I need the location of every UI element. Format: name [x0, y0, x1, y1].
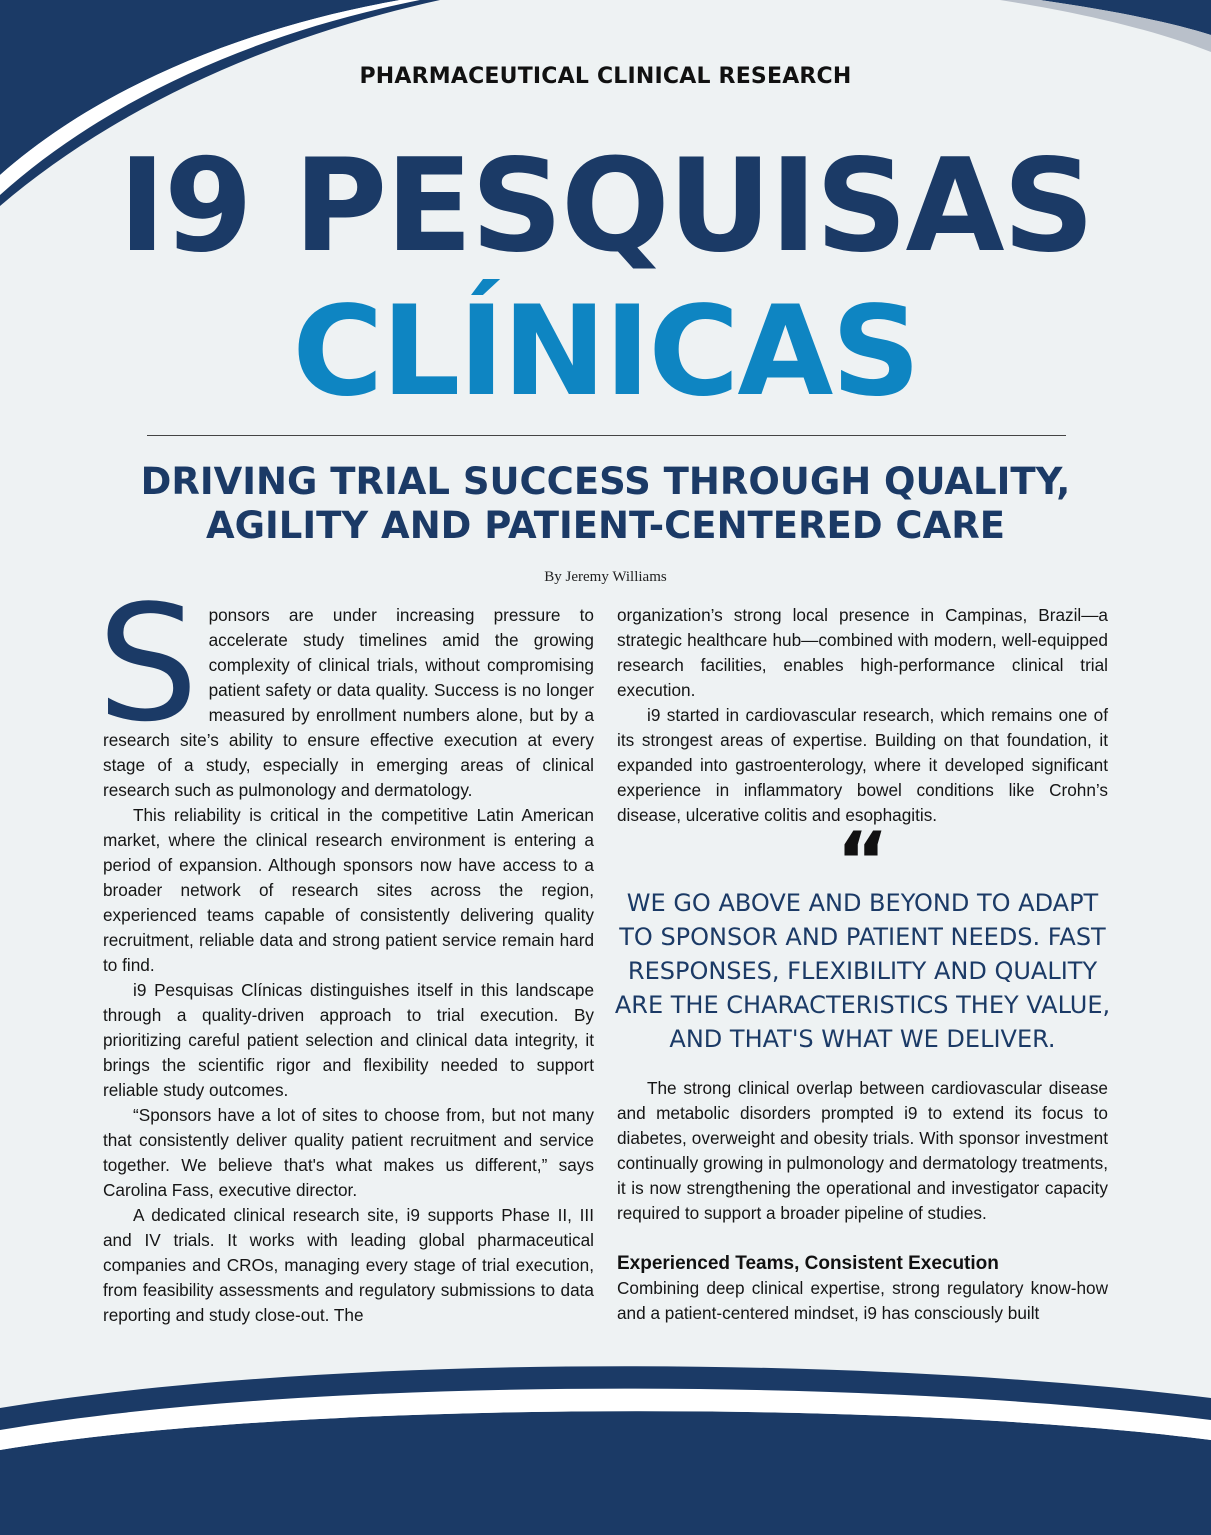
- paragraph: This reliability is critical in the competitive Latin American market, where the clinical research environment is entering a period of expansion. Although sponsors now have access to a broader network of research sites across the region, experienced teams capable of consistently delivering quality recruitment, reliable data and strong patient service remain hard to find.: [103, 805, 594, 975]
- byline: By Jeremy Williams: [544, 569, 667, 585]
- paragraph: i9 Pesquisas Clínicas distinguishes itself in this landscape through a quality-driven approach to trial execution. By prioritizing careful patient selection and clinical data integrity, it brings the scientific rigor and flexibility needed to support reliable study outcomes.: [103, 980, 594, 1100]
- paragraph: “Sponsors have a lot of sites to choose from, but not many that consistently deliver quality patient recruitment and service together. We believe that's what makes us different,” says Carolina Fass, executive director.: [103, 1105, 594, 1200]
- quote-mark-icon: “: [836, 815, 889, 908]
- paragraph: i9 started in cardiovascular research, which remains one of its strongest areas of expertise. Building on that foundation, it expanded into gastroenterology, where it developed significant experience in inflammatory bowel conditions like Crohn’s disease, ulcerative colitis and esophagitis.: [617, 705, 1108, 825]
- title-divider: [147, 435, 1066, 436]
- paragraph: A dedicated clinical research site, i9 supports Phase II, III and IV trials. It works with leading global pharmaceutical companies and CROs, managing every stage of trial execution, from feasibility assessments and regulatory submissions to data reporting and study close-out. The: [103, 1205, 594, 1325]
- right-column: [614, 603, 1111, 1326]
- subheadline: [60, 460, 1151, 548]
- subheadline-line-1: DRIVING TRIAL SUCCESS THROUGH QUALITY,: [140, 460, 1071, 503]
- subheadline-line-2: AGILITY AND PATIENT-CENTERED CARE: [206, 504, 1005, 547]
- headline-line-1: I9 PESQUISAS: [118, 132, 1093, 281]
- paragraph: ponsors are under increasing pressure to accelerate study timelines amid the growing complexity of clinical trials, without compromising patient safety or data quality. Success is no longer measured by enrollment numbers alone, but by a research site’s ability to ensure effective execution at every stage of a study, especially in emerging areas of clinical research such as pulmonology and dermatology.: [103, 605, 594, 800]
- section-kicker: PHARMACEUTICAL CLINICAL RESEARCH: [359, 64, 852, 89]
- pull-quote: WE GO ABOVE AND BEYOND TO ADAPT TO SPONSOR AND PATIENT NEEDS. FAST RESPONSES, FLEXIBILITY AND QUALITY ARE THE CHARACTERISTICS THEY VALUE, AND THAT'S WHAT WE DELIVER.: [614, 889, 1111, 1053]
- section-heading: Experienced Teams, Consistent Execution: [617, 1253, 999, 1274]
- drop-cap: S: [97, 570, 199, 757]
- paragraph: organization’s strong local presence in Campinas, Brazil—a strategic healthcare hub—combined with modern, well-equipped research facilities, enables high-performance clinical trial execution.: [617, 605, 1108, 700]
- left-column: [97, 570, 594, 1328]
- headline-line-2: CLÍNICAS: [292, 280, 919, 424]
- paragraph: Combining deep clinical expertise, strong regulatory know-how and a patient-centered mindset, i9 has consciously built: [617, 1278, 1108, 1323]
- paragraph: The strong clinical overlap between cardiovascular disease and metabolic disorders prompted i9 to extend its focus to diabetes, overweight and obesity trials. With sponsor investment continually growing in pulmonology and dermatology treatments, it is now strengthening the operational and investigator capacity required to support a broader pipeline of studies.: [617, 1078, 1108, 1223]
